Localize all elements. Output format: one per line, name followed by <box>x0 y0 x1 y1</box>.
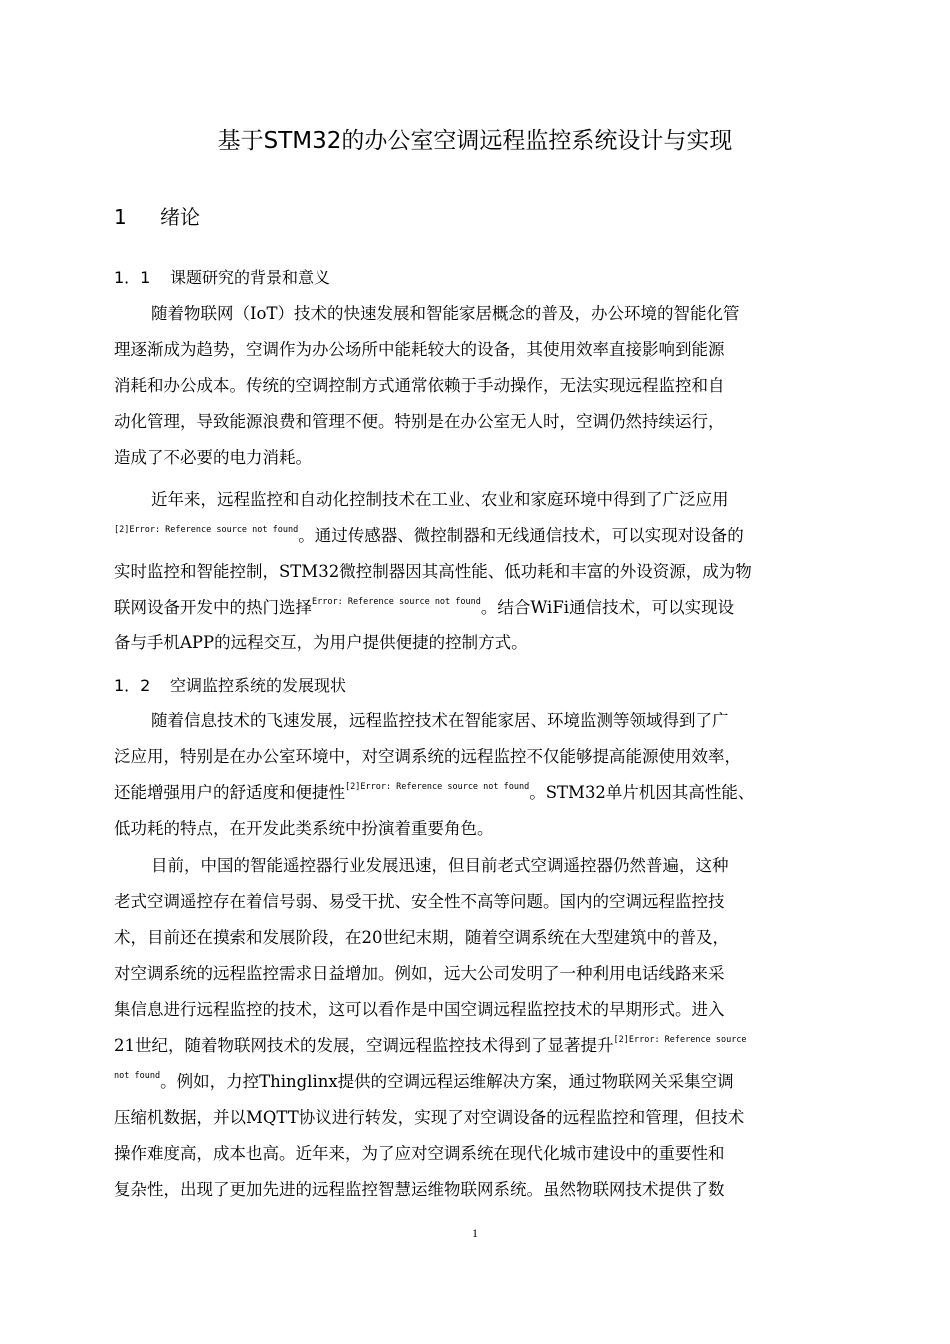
text-line: 还能增强用户的舒适度和便捷性$^{[2]Error: Reference source not found}$。STM32单片机因其高性能、 <box>114 782 755 802</box>
chapter-heading <box>114 203 200 231</box>
paragraph-monitoring <box>114 703 836 847</box>
text-line: 理逐渐成为趋势，空调作为办公场所中能耗较大的设备，其使用效率直接影响到能源 <box>114 340 725 359</box>
text-line: 泛应用，特别是在办公室环境中，对空调系统的远程监控不仅能够提高能源使用效率， <box>114 747 741 766</box>
text-line: 备与手机APP的远程交互，为用户提供便捷的控制方式。 <box>114 633 528 652</box>
reference-error: [2]Error: Reference source not found <box>114 525 299 535</box>
text-line: 随着物联网（IoT）技术的快速发展和智能家居概念的普及，办公环境的智能化管 <box>151 304 740 323</box>
paragraph-recent-tech <box>114 482 836 659</box>
paragraph-current-status <box>114 848 836 1208</box>
text-line: $^{not found}$。例如，力控Thinglinx提供的空调远程运维解决方案，通过物联网关采集空调 <box>114 1071 734 1091</box>
text-line: 21世纪，随着物联网技术的发展，空调远程监控技术得到了显著提升$^{[2]Error: Reference source}$ <box>114 1035 747 1055</box>
section-heading-1-2 <box>114 674 346 698</box>
text-line: 操作难度高，成本也高。近年来，为了应对空调系统在现代化城市建设中的重要性和 <box>114 1144 725 1163</box>
text-line: 目前，中国的智能遥控器行业发展迅速，但目前老式空调遥控器仍然普遍，这种 <box>151 856 729 875</box>
reference-error: not found <box>114 1071 161 1081</box>
text-line: 老式空调遥控存在着信号弱、易受干扰、安全性不高等问题。国内的空调远程监控技 <box>114 892 725 911</box>
text-line: 随着信息技术的飞速发展，远程监控技术在智能家居、环境监测等领域得到了广 <box>151 711 729 730</box>
text-line: 对空调系统的远程监控需求日益增加。例如，远大公司发明了一种利用电话线路来采 <box>114 964 725 983</box>
chapter-number: 1 <box>114 205 127 229</box>
section-number: 1．1 <box>114 268 151 287</box>
text-line: $^{[2]Error: Reference source not found}$。通过传感器、微控制器和无线通信技术，可以实现对设备的 <box>114 525 744 545</box>
text-line: 消耗和办公成本。传统的空调控制方式通常依赖于手动操作，无法实现远程监控和自 <box>114 376 725 395</box>
reference-error: [2]Error: Reference source <box>613 1035 747 1045</box>
text-line: 造成了不必要的电力消耗。 <box>114 448 312 467</box>
section-title: 空调监控系统的发展现状 <box>170 676 347 695</box>
section-heading-1-1 <box>114 266 330 290</box>
text-line: 联网设备开发中的热门选择$^{Error: Reference source not found}$。结合WiFi通信技术，可以实现设 <box>114 597 735 617</box>
document-title: 基于STM32的办公室空调远程监控系统设计与实现 <box>217 128 733 154</box>
chapter-title: 绪论 <box>160 205 200 229</box>
reference-error: Error: Reference source not found <box>312 597 481 607</box>
text-line: 术，目前还在摸索和发展阶段，在20世纪末期，随着空调系统在大型建筑中的普及， <box>114 928 729 947</box>
page-number: 1 <box>472 1226 478 1240</box>
section-number: 1．2 <box>114 676 151 695</box>
section-title: 课题研究的背景和意义 <box>170 268 331 287</box>
text-line: 压缩机数据，并以MQTT协议进行转发，实现了对空调设备的远程监控和管理，但技术 <box>114 1108 745 1127</box>
text-line: 实时监控和智能控制，STM32微控制器因其高性能、低功耗和丰富的外设资源，成为物 <box>114 562 752 581</box>
reference-error: [2]Error: Reference source not found <box>345 782 530 792</box>
text-line: 动化管理，导致能源浪费和管理不便。特别是在办公室无人时，空调仍然持续运行， <box>114 412 725 431</box>
text-line: 近年来，远程监控和自动化控制技术在工业、农业和家庭环境中得到了广泛应用 <box>151 490 729 509</box>
text-line: 集信息进行远程监控的技术，这可以看作是中国空调远程监控技术的早期形式。进入 <box>114 1000 725 1019</box>
paragraph-background <box>114 296 836 476</box>
text-line: 复杂性，出现了更加先进的远程监控智慧运维物联网系统。虽然物联网技术提供了数 <box>114 1180 725 1199</box>
text-line: 低功耗的特点，在开发此类系统中扮演着重要角色。 <box>114 819 494 838</box>
